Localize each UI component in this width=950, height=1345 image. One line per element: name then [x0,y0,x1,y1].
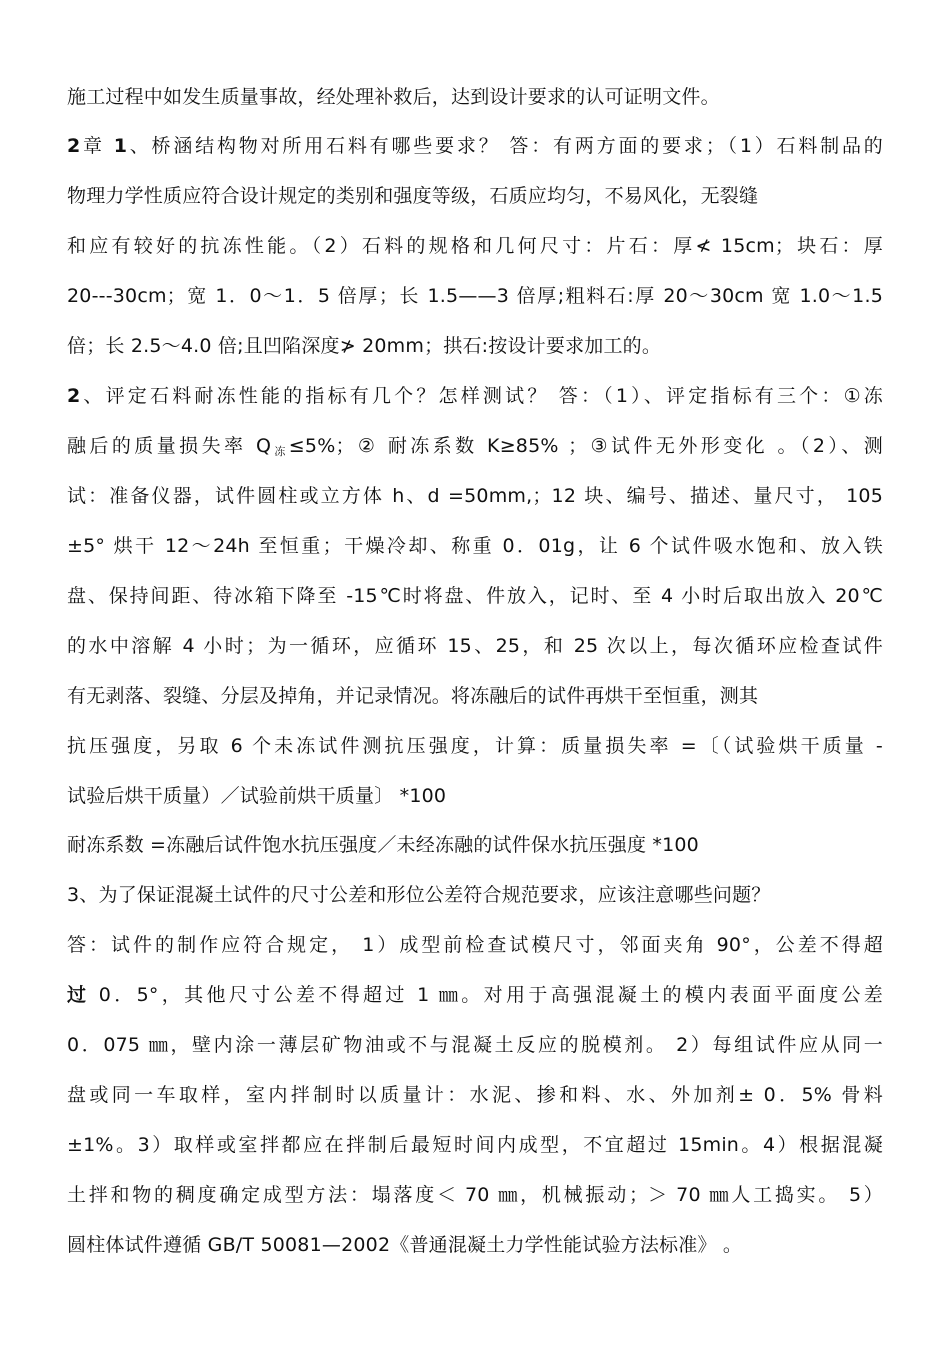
text-line: ±1%。3）取样或室拌都应在拌制后最短时间内成型，不宜超过 15min。4）根据混凝 [67,1134,883,1156]
text-line: 试：准备仪器，试件圆柱或立方体 h、d =50mm,；12 块、编号、描述、量尺寸， 105 [67,485,883,507]
text-line: ±5° 烘干 12～24h 至恒重；干燥冷却、称重 0．01g，让 6 个试件吸水饱和、放入铁 [67,535,883,557]
text-line: 盘、保持间距、待冰箱下降至 -15℃时将盘、件放入，记时、至 4 小时后取出放入 20℃ [67,585,883,607]
text-line: 答：试件的制作应符合规定， 1）成型前检查试模尺寸，邻面夹角 90°，公差不得超 [67,934,883,956]
text-segment: 融后的质量损失率 Q [67,435,272,457]
text-line: 施工过程中如发生质量事故，经处理补救后，达到设计要求的认可证明文件。 [67,86,720,108]
text-line: 3、为了保证混凝土试件的尺寸公差和形位公差符合规范要求，应该注意哪些问题？ [67,884,771,906]
text-line: 盘或同一车取样，室内拌制时以质量计：水泥、掺和料、水、外加剂± 0．5% 骨料 [67,1084,883,1106]
text-line [67,433,883,465]
text-line: 有无剥落、裂缝、分层及掉角，并记录情况。将冻融后的试件再烘干至恒重，测其 [67,685,759,707]
text-line: 耐冻系数 =冻融后试件饱水抗压强度／未经冻融的试件保水抗压强度 *100 [67,834,699,856]
text-line: 物理力学性质应符合设计规定的类别和强度等级，石质应均匀，不易风化，无裂缝 [67,185,759,207]
text-line: 土拌和物的稠度确定成型方法：塌落度＜ 70 ㎜，机械振动；＞ 70 ㎜人工捣实。 5） [67,1184,883,1206]
text-line: 圆柱体试件遵循 GB/T 50081—2002《普通混凝土力学性能试验方法标准》 。 [67,1234,743,1256]
text-line: 2、评定石料耐冻性能的指标有几个？怎样测试？ 答：（1）、评定指标有三个：①冻 [67,385,883,407]
subscript: 冻 [271,445,289,458]
text-line: 抗压强度，另取 6 个未冻试件测抗压强度，计算：质量损失率 =〔（试验烘干质量 - [67,735,883,757]
text-line: 20---30cm；宽 1．0～1．5 倍厚；长 1.5——3 倍厚;粗料石:厚 20～30cm 宽 1.0～1.5 [67,285,883,307]
text-line: 2章 1、桥涵结构物对所用石料有哪些要求？ 答：有两方面的要求；（1）石料制品的 [67,135,883,157]
text-line: 试验后烘干质量）／试验前烘干质量〕 *100 [67,785,447,807]
text-line: 倍；长 2.5～4.0 倍;且凹陷深度≯ 20mm；拱石:按设计要求加工的。 [67,335,662,357]
text-line: 过 0．5°，其他尺寸公差不得超过 1 ㎜。对用于高强混凝土的模内表面平面度公差 [67,984,884,1006]
text-line: 的水中溶解 4 小时；为一循环，应循环 15、25，和 25 次以上，每次循环应检查试件 [67,635,883,657]
text-line: 和应有较好的抗冻性能。（2）石料的规格和几何尺寸：片石：厚≮ 15cm；块石：厚 [67,235,883,257]
text-segment: ≤5%；② 耐冻系数 K≥85% ；③试件无外形变化 。（2）、测 [288,435,883,457]
text-line: 0．075 ㎜，壁内涂一薄层矿物油或不与混凝土反应的脱模剂。 2）每组试件应从同一 [67,1034,883,1056]
